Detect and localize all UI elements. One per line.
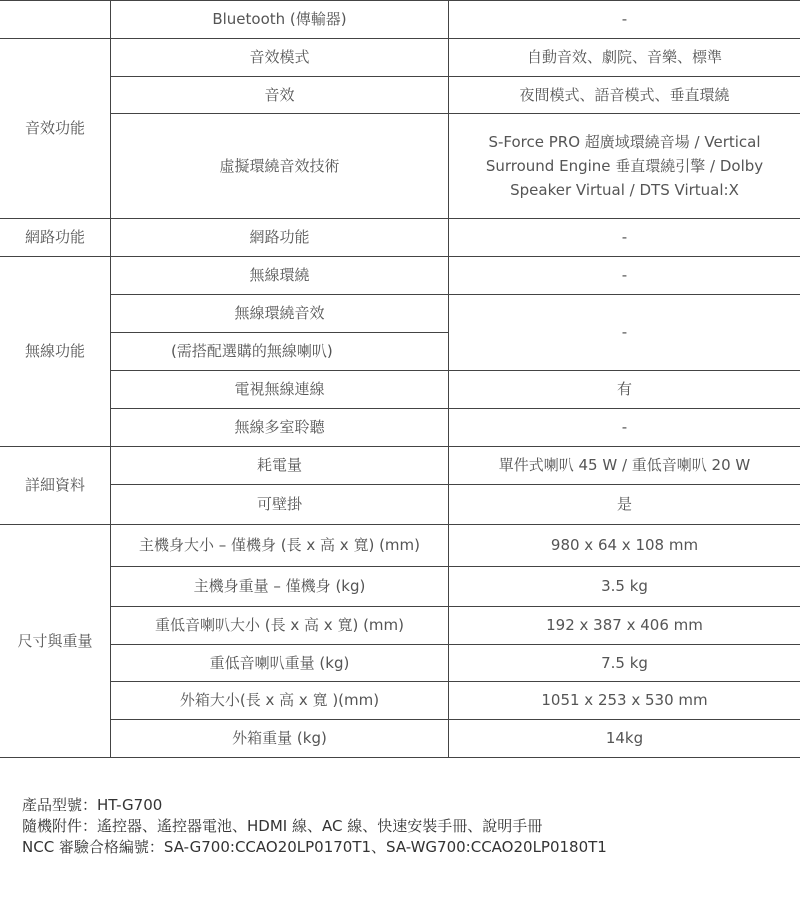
category-dimensions: 尺寸與重量 — [17, 632, 93, 650]
value-sub-size: 192 x 387 x 406 mm — [546, 616, 703, 634]
value-box-weight: 14kg — [605, 729, 644, 747]
value-sound-effect: 夜間模式、語音模式、垂直環繞 — [519, 85, 730, 104]
attr-multiroom: 無線多室聆聽 — [234, 418, 325, 436]
value-virtual-surround: S-Force PRO 超廣域環繞音場 / Vertical Surround Engine 垂直環繞引擎 / Dolby Speaker Virtual / DTS Virtual:X — [485, 132, 764, 199]
value-wireless-surround: - — [621, 266, 628, 284]
product-notes — [22, 795, 607, 858]
attr-wall-mount: 可壁掛 — [256, 495, 302, 513]
value-power: 單件式喇叭 45 W / 重低音喇叭 20 W — [498, 456, 751, 474]
category-wireless: 無線功能 — [24, 342, 85, 360]
category-network: 網路功能 — [24, 228, 85, 246]
attr-sub-weight: 重低音喇叭重量 (kg) — [209, 653, 350, 672]
attr-power: 耗電量 — [256, 456, 302, 474]
value-wall-mount: 是 — [616, 495, 632, 513]
value-main-size: 980 x 64 x 108 mm — [550, 536, 699, 554]
attr-main-weight: 主機身重量 – 僅機身 (kg) — [193, 577, 366, 595]
attr-sound-mode: 音效模式 — [249, 48, 310, 66]
category-audio: 音效功能 — [24, 119, 85, 137]
attr-wireless-surround-sound: 無線環繞音效 — [234, 304, 325, 322]
value-sub-weight: 7.5 kg — [601, 653, 648, 672]
value-multiroom: - — [621, 418, 628, 436]
value-wireless-surround-sound: - — [621, 323, 628, 341]
note-model: 產品型號：HT-G700 — [22, 796, 163, 814]
value-main-weight: 3.5 kg — [601, 577, 648, 595]
attr-main-size: 主機身大小 – 僅機身 (長 x 高 x 寬) (mm) — [138, 536, 421, 554]
value-tv-wireless: 有 — [616, 380, 632, 398]
attr-sub-size: 重低音喇叭大小 (長 x 高 x 寬) (mm) — [155, 616, 404, 634]
value-box-size: 1051 x 253 x 530 mm — [541, 691, 708, 709]
attr-network: 網路功能 — [249, 228, 310, 246]
attr-sound-effect: 音效 — [264, 85, 295, 104]
attr-tv-wireless: 電視無線連線 — [234, 380, 325, 398]
attr-wireless-speaker-note: (需搭配選購的無線喇叭) — [171, 342, 333, 360]
note-accessories: 隨機附件：遙控器、遙控器電池、HDMI 線、AC 線、快速安裝手冊、說明手冊 — [22, 817, 543, 835]
value-network: - — [621, 228, 628, 246]
attr-virtual-surround: 虛擬環繞音效技術 — [219, 156, 340, 175]
note-ncc: NCC 審驗合格編號：SA-G700:CCAO20LP0170T1、SA-WG700:CCAO20LP0180T1 — [22, 838, 607, 856]
category-details: 詳細資料 — [24, 476, 85, 494]
attr-wireless-surround: 無線環繞 — [249, 266, 310, 284]
value-sound-mode: 自動音效、劇院、音樂、標準 — [526, 48, 722, 66]
attr-bluetooth: Bluetooth (傳輸器) — [212, 10, 347, 28]
value-bluetooth: - — [621, 10, 628, 28]
attr-box-weight: 外箱重量 (kg) — [232, 729, 327, 747]
attr-box-size: 外箱大小(長 x 高 x 寬 )(mm) — [179, 691, 380, 709]
